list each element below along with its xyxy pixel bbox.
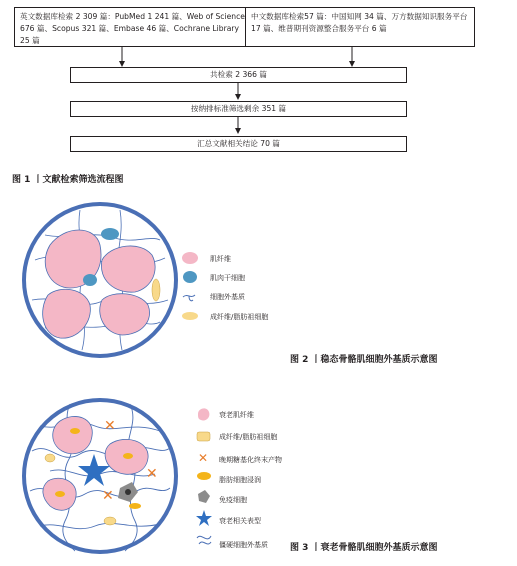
legend-fap-icon [182, 312, 198, 320]
legend-fap-icon [197, 432, 210, 441]
figure1-caption: 图 1 丨文献检索筛选流程图 [12, 175, 124, 185]
fig3-legend-3: 脂肪细胞浸润 [219, 476, 261, 484]
legend-stem-icon [183, 271, 197, 283]
total-search-box: 共检索 2 366 篇 [70, 67, 407, 83]
fig2-legend-0: 肌纤维 [210, 255, 231, 263]
fig3-legend-2: 晚期糖基化终末产物 [219, 456, 282, 464]
svg-text:✕: ✕ [146, 466, 158, 482]
muscle-fiber-4 [100, 294, 150, 335]
english-database-box: 英文数据库检索 2 309 篇：PubMed 1 241 篇、Web of Science 676 篇、Scopus 321 篇、Embase 46 篇、Cochrane Library 25 篇 [14, 7, 254, 47]
fap-cell-1 [152, 279, 160, 301]
fig3-legend-1: 成纤维/脂肪祖细胞 [219, 433, 278, 441]
fig3-legend-5: 衰老相关表型 [219, 517, 261, 525]
legend-aged-fiber-icon [198, 408, 209, 420]
stem-cell-1 [101, 228, 119, 240]
legend-senescent-icon [196, 510, 212, 526]
figure3-legend-icons [195, 406, 215, 556]
figure3-caption: 图 3 丨衰老骨骼肌细胞外基质示意图 [290, 543, 438, 553]
fig3-legend-0: 衰老肌纤维 [219, 411, 254, 419]
fig2-legend-2: 细胞外基质 [210, 293, 245, 301]
fig2-legend-3: 成纤维/脂肪祖细胞 [210, 313, 269, 321]
figure3-diagram [20, 396, 180, 556]
figure2-caption: 图 2 丨稳态骨骼肌细胞外基质示意图 [290, 355, 438, 365]
legend-ecm-icon [183, 295, 195, 301]
figure2-legend-icons [181, 250, 201, 340]
legend-age-icon: ✕ [198, 451, 209, 465]
fig3-legend-6: 僵硬细胞外基质 [219, 541, 268, 549]
final-box: 汇总文献相关结论 70 篇 [70, 136, 407, 152]
chinese-database-box: 中文数据库检索57 篇：中国知网 34 篇、万方数据知识服务平台 17 篇、维普期刊资源整合服务平台 6 篇 [245, 7, 475, 47]
legend-immune-icon [198, 490, 210, 503]
legend-fat-icon [197, 472, 211, 480]
filter-box: 按纳排标准筛选剩余 351 篇 [70, 101, 407, 117]
fig3-legend-4: 免疫细胞 [219, 496, 247, 504]
figure2-diagram [20, 200, 180, 360]
stem-cell-2 [83, 274, 97, 286]
legend-fiber-icon [182, 252, 198, 264]
legend-stiff-ecm-icon [197, 536, 211, 544]
svg-text:✕: ✕ [102, 488, 114, 504]
aged-fiber-1 [53, 416, 93, 453]
svg-text:✕: ✕ [104, 418, 116, 434]
fig2-legend-1: 肌肉干细胞 [210, 274, 245, 282]
